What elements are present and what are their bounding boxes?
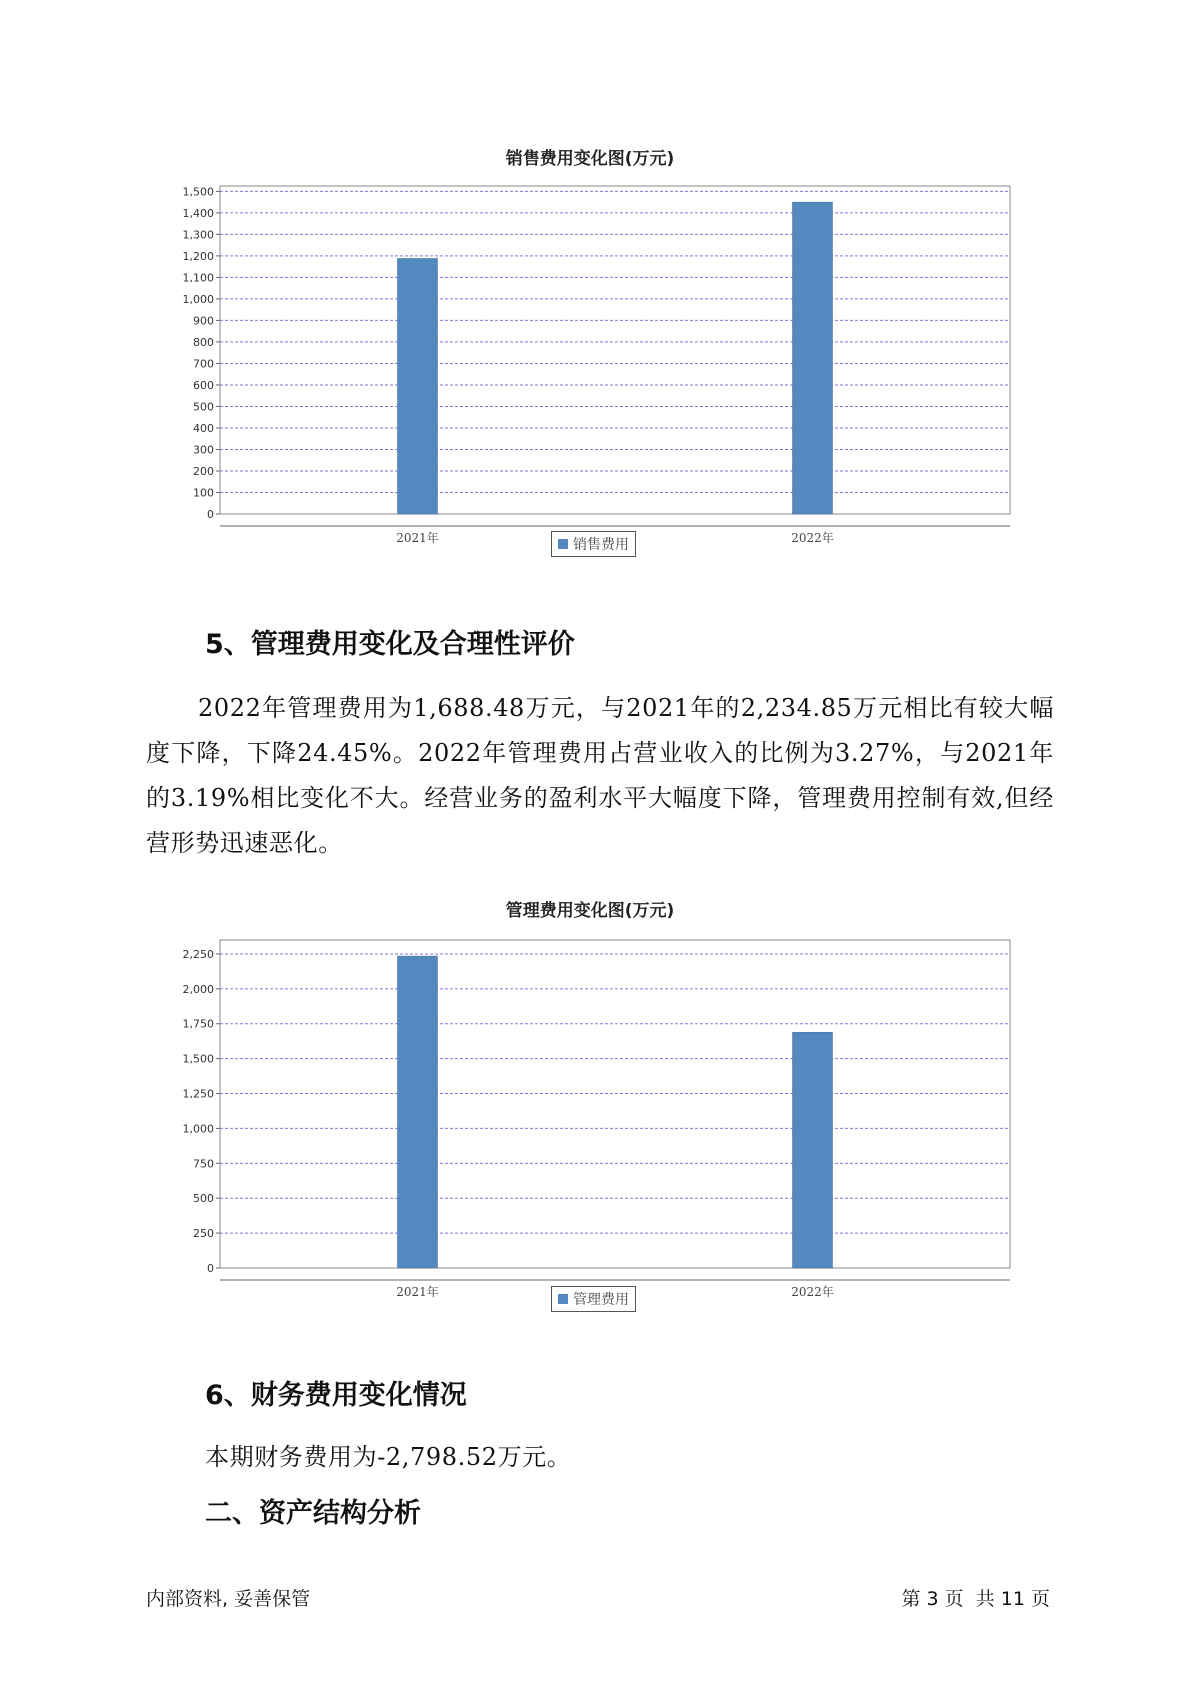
section-6-heading: 6、财务费用变化情况 bbox=[205, 1380, 467, 1411]
section-6-text: 本期财务费用为-2,798.52万元。 bbox=[205, 1443, 572, 1471]
y-tick-label: 1,200 bbox=[182, 249, 214, 263]
y-tick-label: 300 bbox=[193, 443, 214, 457]
y-tick-label: 800 bbox=[193, 335, 214, 349]
y-tick-label: 1,000 bbox=[182, 1122, 214, 1136]
x-tick-label: 2022年 bbox=[791, 531, 834, 545]
y-tick-label: 600 bbox=[193, 378, 214, 392]
y-tick-label: 1,250 bbox=[182, 1087, 214, 1101]
admin-expense-chart bbox=[150, 890, 1030, 1310]
y-tick-label: 100 bbox=[193, 486, 214, 500]
bar bbox=[793, 1032, 833, 1268]
paragraph-text: 2022年管理费用为1,688.48万元，与2021年的2,234.85万元相比有较大幅度下降，下降24.45%。2022年管理费用占营业收入的比例为3.27%，与2021年的3.19%相比变化不大。经营业务的盈利水平大幅度下降，管理费用控制有效,但经营形势迅速恶化。 bbox=[146, 694, 1054, 857]
bar bbox=[398, 956, 438, 1268]
y-tick-label: 2,250 bbox=[182, 947, 214, 961]
y-tick-label: 1,750 bbox=[182, 1017, 214, 1031]
chart-plot bbox=[150, 138, 1030, 558]
y-tick-label: 1,000 bbox=[182, 292, 214, 306]
y-tick-label: 1,300 bbox=[182, 228, 214, 242]
y-tick-label: 500 bbox=[193, 1192, 214, 1206]
bar bbox=[398, 258, 438, 514]
y-tick-label: 200 bbox=[193, 464, 214, 478]
chart-legend bbox=[551, 1286, 636, 1312]
y-tick-label: 1,400 bbox=[182, 206, 214, 220]
legend-label: 销售费用 bbox=[573, 537, 629, 553]
y-tick-label: 700 bbox=[193, 357, 214, 371]
x-tick-label: 2021年 bbox=[396, 1285, 439, 1299]
legend-swatch bbox=[558, 1294, 568, 1304]
legend-label: 管理费用 bbox=[573, 1292, 629, 1308]
y-tick-label: 2,000 bbox=[182, 982, 214, 996]
y-tick-label: 1,500 bbox=[182, 185, 214, 199]
section-two-heading: 二、资产结构分析 bbox=[205, 1498, 421, 1529]
section-5-paragraph bbox=[146, 686, 1054, 866]
y-tick-label: 500 bbox=[193, 400, 214, 414]
plot-frame bbox=[220, 186, 1010, 514]
footer-page-number: 第 3 页 共 11 页 bbox=[901, 1588, 1050, 1610]
x-tick-label: 2022年 bbox=[791, 1285, 834, 1299]
bar bbox=[793, 202, 833, 514]
chart-title: 管理费用变化图(万元) bbox=[505, 901, 675, 921]
legend-swatch bbox=[558, 539, 568, 549]
sales-expense-chart bbox=[150, 138, 1030, 558]
x-tick-label: 2021年 bbox=[396, 531, 439, 545]
chart-plot bbox=[150, 890, 1030, 1310]
y-tick-label: 1,100 bbox=[182, 271, 214, 285]
footer-left: 内部资料, 妥善保管 bbox=[146, 1588, 311, 1610]
y-tick-label: 400 bbox=[193, 421, 214, 435]
y-tick-label: 750 bbox=[193, 1157, 214, 1171]
chart-title: 销售费用变化图(万元) bbox=[505, 149, 675, 169]
y-tick-label: 0 bbox=[207, 508, 214, 521]
section-5-heading: 5、管理费用变化及合理性评价 bbox=[205, 629, 575, 660]
y-tick-label: 900 bbox=[193, 314, 214, 328]
y-tick-label: 250 bbox=[193, 1227, 214, 1241]
chart-legend bbox=[551, 531, 636, 557]
y-tick-label: 1,500 bbox=[182, 1052, 214, 1066]
y-tick-label: 0 bbox=[207, 1262, 214, 1275]
